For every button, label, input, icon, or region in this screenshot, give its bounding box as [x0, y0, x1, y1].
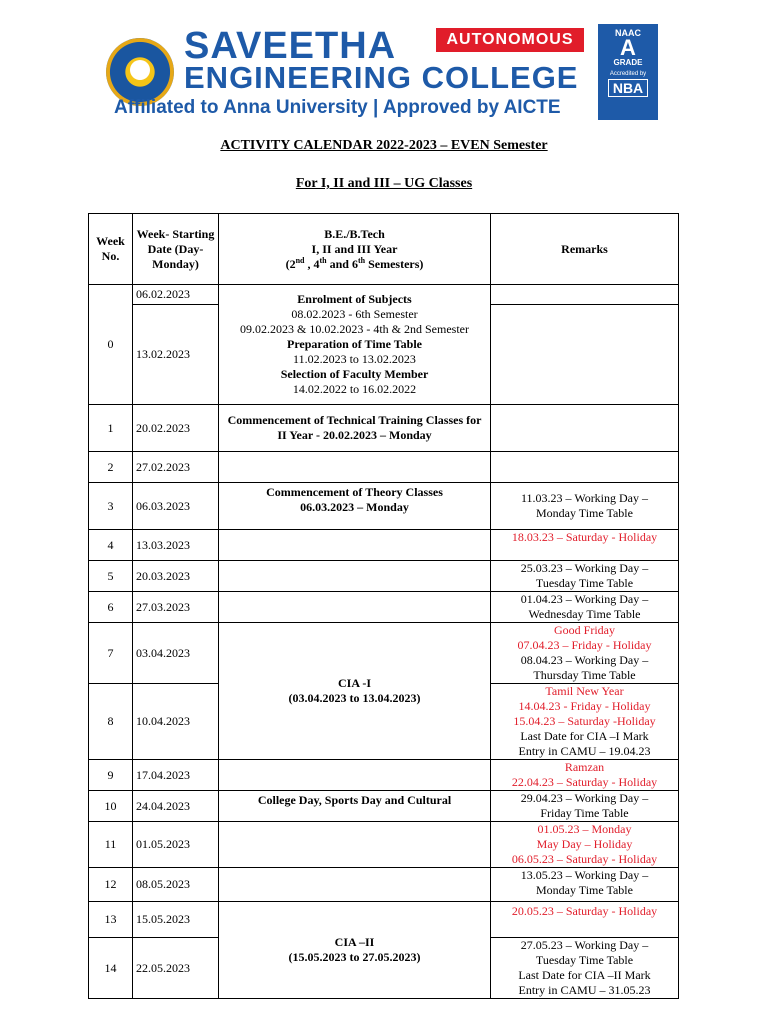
table-row: 2 27.02.2023	[89, 452, 679, 483]
table-row: 5 20.03.2023 25.03.23 – Working Day – Tuesday Time Table	[89, 561, 679, 592]
cia-1-cell: CIA -I (03.04.2023 to 13.04.2023)	[219, 623, 491, 760]
table-row: 10 24.04.2023 College Day, Sports Day and Cultural 29.04.23 – Working Day – Friday Time Table	[89, 791, 679, 822]
table-row: 14 22.05.2023 27.05.23 – Working Day – Tuesday Time Table Last Date for CIA –II Mark Entry in CAMU – 31.05.23	[89, 938, 679, 999]
cia-2-cell: CIA –II (15.05.2023 to 27.05.2023)	[219, 902, 491, 999]
table-row: 12 08.05.2023 13.05.23 – Working Day – Monday Time Table	[89, 868, 679, 902]
naac-nba-logo: NAAC A GRADE Accredited by NBA	[598, 24, 658, 120]
table-row: 7 03.04.2023 CIA -I (03.04.2023 to 13.04.2023) Good Friday 07.04.23 – Friday - Holiday 08.04.23 – Working Day – Thursday Time Table	[89, 623, 679, 684]
college-name-line2: ENGINEERING COLLEGE	[184, 60, 579, 95]
table-row: 11 01.05.2023 01.05.23 – Monday May Day – Holiday 06.05.23 – Saturday - Holiday	[89, 822, 679, 868]
table-row: 8 10.04.2023 Tamil New Year 14.04.23 - Friday - Holiday 15.04.23 – Saturday -Holiday Last Date for CIA –I Mark Entry in CAMU – 19.04.23	[89, 684, 679, 760]
header-week-no: Week No.	[89, 214, 133, 285]
autonomous-badge: AUTONOMOUS	[436, 28, 584, 52]
affiliation-text: Affiliated to Anna University | Approved by AICTE	[114, 97, 561, 118]
page-title: ACTIVITY CALENDAR 2022-2023 – EVEN Semester	[220, 138, 548, 153]
activity-cell: Enrolment of Subjects 08.02.2023 - 6th Semester 09.02.2023 & 10.02.2023 - 4th & 2nd Semester Preparation of Time Table 11.02.2023 to 13.02.2023 Selection of Faculty Member 14.02.2022 to 16.02.2022	[219, 285, 491, 405]
college-header	[100, 24, 660, 120]
header-remarks: Remarks	[491, 214, 679, 285]
page-subtitle: For I, II and III – UG Classes	[295, 176, 473, 191]
table-header-row	[89, 214, 679, 285]
college-seal-logo	[106, 38, 174, 106]
table-row: 3 06.03.2023 Commencement of Theory Classes 06.03.2023 – Monday 11.03.23 – Working Day – Monday Time Table	[89, 483, 679, 530]
table-row: 9 17.04.2023 Ramzan 22.04.23 – Saturday - Holiday	[89, 760, 679, 791]
table-row: 6 27.03.2023 01.04.23 – Working Day – Wednesday Time Table	[89, 592, 679, 623]
table-row: 4 13.03.2023 18.03.23 – Saturday - Holiday	[89, 530, 679, 561]
header-be-btech: B.E./B.Tech I, II and III Year (2nd , 4th and 6th Semesters)	[219, 214, 491, 285]
table-row: 0 06.02.2023 Enrolment of Subjects 08.02.2023 - 6th Semester 09.02.2023 & 10.02.2023 - 4th & 2nd Semester Preparation of Time Table 11.02.2023 to 13.02.2023 Selection of Faculty Member 14.02.2022 to 16.02.2022	[89, 285, 679, 305]
table-row: 1 20.02.2023 Commencement of Technical Training Classes for II Year - 20.02.2023 – Monday	[89, 405, 679, 452]
activity-calendar-table	[88, 213, 679, 999]
college-name-line1: SAVEETHA	[184, 25, 397, 67]
table-row: 13.02.2023	[89, 305, 679, 405]
table-row: 13 15.05.2023 CIA –II (15.05.2023 to 27.05.2023) 20.05.23 – Saturday - Holiday	[89, 902, 679, 938]
header-start-date: Week- Starting Date (Day- Monday)	[133, 214, 219, 285]
